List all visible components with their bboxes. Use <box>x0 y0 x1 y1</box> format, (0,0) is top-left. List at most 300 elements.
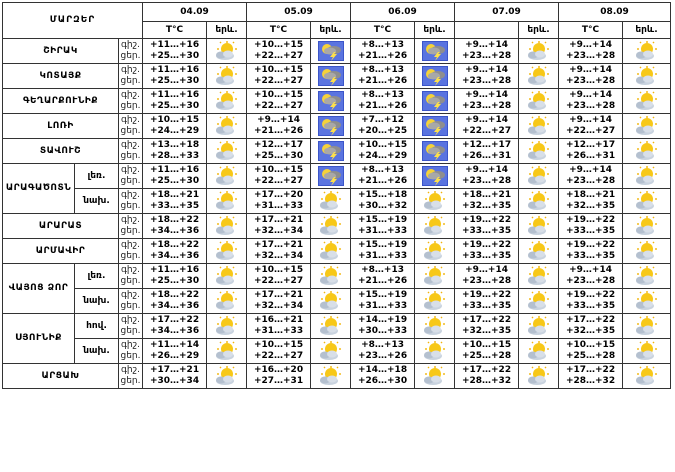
night-temp: +12…+17 <box>461 140 512 150</box>
temperature-cell <box>559 64 623 89</box>
night-temp: +9…+14 <box>465 65 508 75</box>
night-temp: +17…+21 <box>253 215 304 225</box>
temperature-cell <box>455 264 519 289</box>
sun-cloud-icon <box>623 89 671 114</box>
day-temp: +25…+28 <box>461 351 512 361</box>
phenomena-col-header: երև. <box>623 22 671 39</box>
sun-cloud-icon <box>519 164 559 189</box>
sun-cloud-icon <box>623 114 671 139</box>
temperature-cell <box>455 239 519 264</box>
sun-cloud-icon <box>207 139 247 164</box>
night-temp: +19…+22 <box>461 290 512 300</box>
region-name: ԱՐԱՐԱՏ <box>3 214 119 239</box>
temperature-cell <box>455 314 519 339</box>
sun-cloud-icon <box>415 339 455 364</box>
sun-cloud-icon <box>519 289 559 314</box>
night-temp: +10…+15 <box>253 340 304 350</box>
night-label: գիշ. <box>121 190 140 200</box>
temperature-cell <box>455 164 519 189</box>
night-temp: +12…+17 <box>253 140 304 150</box>
forecast-table-body <box>3 3 671 389</box>
night-temp: +9…+14 <box>465 115 508 125</box>
sun-cloud-icon <box>623 164 671 189</box>
day-temp: +33…+35 <box>149 201 200 211</box>
temperature-cell <box>351 164 415 189</box>
thunderstorm-icon <box>415 39 455 64</box>
region-row <box>3 364 671 389</box>
night-temp: +15…+19 <box>357 290 408 300</box>
night-temp: +17…+21 <box>253 240 304 250</box>
thunderstorm-icon <box>415 139 455 164</box>
region-name: ԿՈՏԱՅՔ <box>3 64 119 89</box>
day-temp: +30…+32 <box>357 201 408 211</box>
sun-cloud-icon <box>519 39 559 64</box>
day-temp: +25…+30 <box>149 51 200 61</box>
night-temp: +15…+19 <box>357 240 408 250</box>
day-label: ցեր. <box>120 301 141 311</box>
sun-cloud-icon <box>311 364 351 389</box>
night-temp: +7…+12 <box>361 115 404 125</box>
thunderstorm-icon <box>311 164 351 189</box>
region-name: ԼՈՌԻ <box>3 114 119 139</box>
day-label: ցեր. <box>120 376 141 386</box>
temperature-cell <box>351 39 415 64</box>
day-temp: +24…+29 <box>149 126 200 136</box>
day-temp: +21…+26 <box>357 176 408 186</box>
temperature-cell <box>143 164 207 189</box>
region-row <box>3 214 671 239</box>
day-temp: +26…+31 <box>461 151 512 161</box>
sun-cloud-icon <box>623 239 671 264</box>
day-temp: +21…+26 <box>253 126 304 136</box>
day-temp: +34…+36 <box>149 226 200 236</box>
temperature-cell <box>455 289 519 314</box>
region-name: ՎԱՅՈՑ ՁՈՐ <box>3 264 75 314</box>
night-temp: +11…+16 <box>149 265 200 275</box>
night-temp: +8…+13 <box>361 340 404 350</box>
day-temp: +32…+34 <box>253 226 304 236</box>
sun-cloud-icon <box>311 189 351 214</box>
day-temp: +22…+27 <box>253 76 304 86</box>
day-night-label <box>119 64 143 89</box>
day-temp: +23…+28 <box>461 176 512 186</box>
day-temp: +28…+33 <box>149 151 200 161</box>
day-temp: +33…+35 <box>461 251 512 261</box>
temperature-cell <box>247 164 311 189</box>
region-row <box>3 39 671 64</box>
day-temp: +23…+28 <box>565 51 616 61</box>
night-temp: +19…+22 <box>461 215 512 225</box>
night-temp: +9…+14 <box>465 265 508 275</box>
date-header: 06.09 <box>351 3 455 22</box>
night-temp: +9…+14 <box>257 115 300 125</box>
temperature-cell <box>143 39 207 64</box>
night-temp: +19…+22 <box>461 240 512 250</box>
night-temp: +10…+15 <box>253 165 304 175</box>
sun-cloud-icon <box>311 239 351 264</box>
day-label: ցեր. <box>120 276 141 286</box>
phenomena-col-header: երև. <box>519 22 559 39</box>
sun-cloud-icon <box>311 339 351 364</box>
temperature-cell <box>351 64 415 89</box>
sun-cloud-icon <box>415 364 455 389</box>
thunderstorm-icon <box>415 114 455 139</box>
temperature-cell <box>559 139 623 164</box>
day-label: ցեր. <box>120 101 141 111</box>
night-temp: +9…+14 <box>569 265 612 275</box>
night-temp: +14…+18 <box>357 365 408 375</box>
night-temp: +10…+15 <box>461 340 512 350</box>
night-temp: +17…+22 <box>461 365 512 375</box>
day-night-label <box>119 314 143 339</box>
day-temp: +32…+35 <box>461 201 512 211</box>
temperature-cell <box>559 289 623 314</box>
temperature-cell <box>559 314 623 339</box>
night-label: գիշ. <box>121 265 140 275</box>
day-temp: +23…+28 <box>565 101 616 111</box>
day-temp: +21…+26 <box>357 101 408 111</box>
region-row <box>3 239 671 264</box>
region-name: ԱՐՄԱՎԻՐ <box>3 239 119 264</box>
temp-col-header: T°C <box>351 22 415 39</box>
temperature-cell <box>455 189 519 214</box>
subregion-name: լեռ. <box>75 264 119 289</box>
day-night-label <box>119 214 143 239</box>
night-temp: +9…+14 <box>569 90 612 100</box>
day-temp: +32…+35 <box>461 326 512 336</box>
day-temp: +33…+35 <box>461 226 512 236</box>
day-night-label <box>119 339 143 364</box>
region-row <box>3 339 671 364</box>
sun-cloud-icon <box>623 214 671 239</box>
day-label: ցեր. <box>120 226 141 236</box>
night-temp: +17…+21 <box>149 365 200 375</box>
temperature-cell <box>143 139 207 164</box>
day-temp: +26…+31 <box>565 151 616 161</box>
sun-cloud-icon <box>207 214 247 239</box>
temperature-cell <box>559 189 623 214</box>
temperature-cell <box>559 89 623 114</box>
night-temp: +8…+13 <box>361 65 404 75</box>
night-temp: +17…+22 <box>461 315 512 325</box>
date-header: 05.09 <box>247 3 351 22</box>
day-temp: +23…+28 <box>461 101 512 111</box>
day-night-label <box>119 114 143 139</box>
night-temp: +8…+13 <box>361 265 404 275</box>
sun-cloud-icon <box>519 264 559 289</box>
region-name: ԳԵՂԱՐՔՈՒՆԻՔ <box>3 89 119 114</box>
day-temp: +25…+30 <box>149 276 200 286</box>
day-night-label <box>119 189 143 214</box>
sun-cloud-icon <box>623 314 671 339</box>
day-temp: +33…+35 <box>565 251 616 261</box>
day-temp: +23…+28 <box>565 276 616 286</box>
day-temp: +22…+27 <box>565 126 616 136</box>
phenomena-col-header: երև. <box>415 22 455 39</box>
day-label: ցեր. <box>120 176 141 186</box>
subregion-name: նախ. <box>75 289 119 314</box>
day-temp: +33…+35 <box>565 226 616 236</box>
day-temp: +25…+30 <box>149 176 200 186</box>
region-row <box>3 164 671 189</box>
temperature-cell <box>143 214 207 239</box>
night-temp: +16…+20 <box>253 365 304 375</box>
subregion-name: նախ. <box>75 189 119 214</box>
subregion-name: հով. <box>75 314 119 339</box>
day-temp: +21…+26 <box>357 76 408 86</box>
night-temp: +18…+22 <box>149 240 200 250</box>
day-temp: +34…+36 <box>149 301 200 311</box>
day-night-label <box>119 264 143 289</box>
sun-cloud-icon <box>311 264 351 289</box>
night-label: գիշ. <box>121 340 140 350</box>
day-temp: +28…+32 <box>461 376 512 386</box>
day-label: ցեր. <box>120 51 141 61</box>
day-temp: +22…+27 <box>253 176 304 186</box>
temp-col-header: T°C <box>143 22 207 39</box>
day-night-label <box>119 139 143 164</box>
night-label: գիշ. <box>121 140 140 150</box>
night-label: գիշ. <box>121 115 140 125</box>
sun-cloud-icon <box>623 64 671 89</box>
sun-cloud-icon <box>415 189 455 214</box>
sun-cloud-icon <box>623 189 671 214</box>
day-night-label <box>119 89 143 114</box>
regions-header: ՄԱՐԶԵՐ <box>3 3 143 39</box>
day-label: ցեր. <box>120 126 141 136</box>
day-temp: +31…+33 <box>253 326 304 336</box>
day-temp: +31…+33 <box>357 251 408 261</box>
night-temp: +19…+22 <box>565 290 616 300</box>
date-header: 07.09 <box>455 3 559 22</box>
day-temp: +25…+30 <box>253 151 304 161</box>
temperature-cell <box>247 364 311 389</box>
temperature-cell <box>247 289 311 314</box>
temperature-cell <box>351 314 415 339</box>
sun-cloud-icon <box>207 39 247 64</box>
sun-cloud-icon <box>415 314 455 339</box>
day-temp: +25…+30 <box>149 76 200 86</box>
night-temp: +17…+22 <box>565 365 616 375</box>
night-temp: +9…+14 <box>569 65 612 75</box>
night-temp: +9…+14 <box>465 165 508 175</box>
temperature-cell <box>351 289 415 314</box>
temp-col-header: T°C <box>247 22 311 39</box>
day-temp: +34…+36 <box>149 251 200 261</box>
day-night-label <box>119 364 143 389</box>
region-row <box>3 139 671 164</box>
day-temp: +22…+27 <box>253 101 304 111</box>
night-label: գիշ. <box>121 215 140 225</box>
night-temp: +11…+16 <box>149 165 200 175</box>
night-temp: +9…+14 <box>569 40 612 50</box>
sun-cloud-icon <box>415 289 455 314</box>
temperature-cell <box>247 339 311 364</box>
temperature-cell <box>143 239 207 264</box>
phenomena-col-header: երև. <box>207 22 247 39</box>
temperature-cell <box>143 314 207 339</box>
temperature-cell <box>247 264 311 289</box>
temperature-cell <box>559 339 623 364</box>
sun-cloud-icon <box>207 364 247 389</box>
night-label: գիշ. <box>121 365 140 375</box>
day-label: ցեր. <box>120 151 141 161</box>
night-temp: +12…+17 <box>565 140 616 150</box>
thunderstorm-icon <box>311 64 351 89</box>
temperature-cell <box>559 239 623 264</box>
night-temp: +17…+22 <box>149 315 200 325</box>
temperature-cell <box>455 339 519 364</box>
night-temp: +10…+15 <box>357 140 408 150</box>
temp-col-header: T°C <box>559 22 623 39</box>
day-night-label <box>119 289 143 314</box>
night-temp: +17…+20 <box>253 190 304 200</box>
sun-cloud-icon <box>207 239 247 264</box>
sun-cloud-icon <box>519 214 559 239</box>
temperature-cell <box>143 289 207 314</box>
day-temp: +27…+31 <box>253 376 304 386</box>
sun-cloud-icon <box>519 314 559 339</box>
day-temp: +34…+36 <box>149 326 200 336</box>
night-temp: +18…+22 <box>149 215 200 225</box>
sun-cloud-icon <box>207 339 247 364</box>
day-temp: +23…+28 <box>565 176 616 186</box>
region-name: ԱՐՑԱԽ <box>3 364 119 389</box>
temperature-cell <box>143 264 207 289</box>
night-temp: +18…+22 <box>149 290 200 300</box>
region-row <box>3 64 671 89</box>
temperature-cell <box>455 214 519 239</box>
sun-cloud-icon <box>311 289 351 314</box>
thunderstorm-icon <box>415 64 455 89</box>
temperature-cell <box>247 314 311 339</box>
night-temp: +10…+15 <box>253 265 304 275</box>
day-temp: +28…+32 <box>565 376 616 386</box>
night-label: գիշ. <box>121 315 140 325</box>
day-temp: +32…+34 <box>253 251 304 261</box>
thunderstorm-icon <box>415 89 455 114</box>
night-temp: +17…+21 <box>253 290 304 300</box>
temperature-cell <box>247 214 311 239</box>
sun-cloud-icon <box>207 114 247 139</box>
day-temp: +32…+35 <box>565 201 616 211</box>
sun-cloud-icon <box>623 364 671 389</box>
night-temp: +15…+19 <box>357 215 408 225</box>
day-temp: +26…+30 <box>357 376 408 386</box>
temperature-cell <box>351 239 415 264</box>
thunderstorm-icon <box>311 139 351 164</box>
temperature-cell <box>559 364 623 389</box>
night-temp: +9…+14 <box>569 115 612 125</box>
date-header: 04.09 <box>143 3 247 22</box>
day-label: ցեր. <box>120 201 141 211</box>
temperature-cell <box>143 114 207 139</box>
temperature-cell <box>455 114 519 139</box>
night-label: գիշ. <box>121 240 140 250</box>
temperature-cell <box>351 264 415 289</box>
night-temp: +16…+21 <box>253 315 304 325</box>
night-temp: +14…+19 <box>357 315 408 325</box>
night-temp: +10…+15 <box>253 90 304 100</box>
day-temp: +32…+34 <box>253 301 304 311</box>
night-label: գիշ. <box>121 90 140 100</box>
sun-cloud-icon <box>623 139 671 164</box>
sun-cloud-icon <box>519 64 559 89</box>
temperature-cell <box>559 264 623 289</box>
temperature-cell <box>351 89 415 114</box>
temperature-cell <box>247 39 311 64</box>
temperature-cell <box>247 239 311 264</box>
sun-cloud-icon <box>519 339 559 364</box>
temperature-cell <box>559 164 623 189</box>
night-temp: +8…+13 <box>361 40 404 50</box>
day-temp: +20…+25 <box>357 126 408 136</box>
sun-cloud-icon <box>623 264 671 289</box>
temperature-cell <box>455 39 519 64</box>
day-temp: +24…+29 <box>357 151 408 161</box>
sun-cloud-icon <box>519 239 559 264</box>
day-temp: +22…+27 <box>253 351 304 361</box>
day-temp: +23…+28 <box>461 276 512 286</box>
night-temp: +9…+14 <box>465 40 508 50</box>
sun-cloud-icon <box>207 314 247 339</box>
temperature-cell <box>455 64 519 89</box>
region-row <box>3 289 671 314</box>
sun-cloud-icon <box>623 289 671 314</box>
sun-cloud-icon <box>207 189 247 214</box>
day-temp: +25…+30 <box>149 101 200 111</box>
night-temp: +10…+15 <box>253 65 304 75</box>
night-temp: +19…+22 <box>565 240 616 250</box>
sun-cloud-icon <box>207 289 247 314</box>
day-night-label <box>119 164 143 189</box>
day-label: ցեր. <box>120 76 141 86</box>
day-temp: +30…+33 <box>357 326 408 336</box>
day-temp: +25…+28 <box>565 351 616 361</box>
forecast-table <box>2 2 671 389</box>
temperature-cell <box>559 39 623 64</box>
day-temp: +31…+33 <box>357 301 408 311</box>
temperature-cell <box>351 364 415 389</box>
region-name: ԱՐԱԳԱԾՈՏՆ <box>3 164 75 214</box>
night-label: գիշ. <box>121 165 140 175</box>
day-label: ցեր. <box>120 326 141 336</box>
sun-cloud-icon <box>519 114 559 139</box>
day-night-label <box>119 239 143 264</box>
region-row <box>3 114 671 139</box>
thunderstorm-icon <box>311 89 351 114</box>
temperature-cell <box>351 339 415 364</box>
sun-cloud-icon <box>519 139 559 164</box>
phenomena-col-header: երև. <box>311 22 351 39</box>
day-night-label <box>119 39 143 64</box>
temperature-cell <box>143 89 207 114</box>
day-temp: +23…+26 <box>357 351 408 361</box>
day-temp: +22…+27 <box>253 51 304 61</box>
night-temp: +8…+13 <box>361 165 404 175</box>
sun-cloud-icon <box>415 214 455 239</box>
night-label: գիշ. <box>121 40 140 50</box>
region-name: ՏԱՎՈՒՇ <box>3 139 119 164</box>
night-label: գիշ. <box>121 65 140 75</box>
night-temp: +9…+14 <box>569 165 612 175</box>
day-temp: +32…+35 <box>565 326 616 336</box>
thunderstorm-icon <box>311 114 351 139</box>
night-temp: +11…+14 <box>149 340 200 350</box>
sun-cloud-icon <box>623 339 671 364</box>
temperature-cell <box>455 139 519 164</box>
temperature-cell <box>247 139 311 164</box>
